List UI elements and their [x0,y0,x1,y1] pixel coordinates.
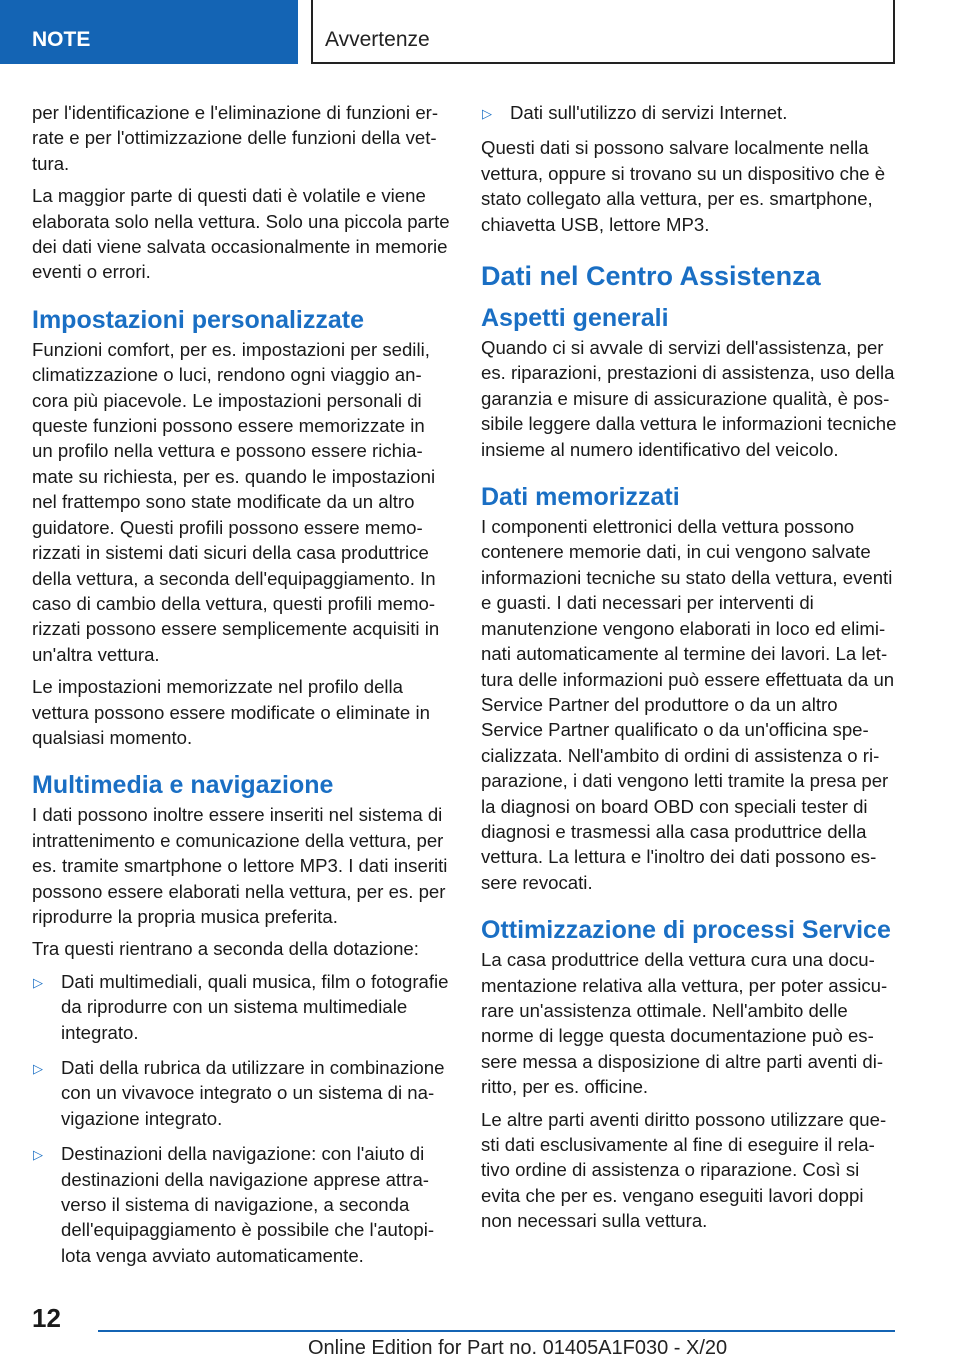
heading-multimedia: Multimedia e navigazione [32,771,334,800]
list-item [32,969,450,1045]
list-item [32,1055,450,1131]
heading-ottimizzazione: Ottimizzazione di processi Service [481,916,891,945]
list-item [481,100,897,125]
paragraph: per l'identificazione e l'eliminazione di funzioni errate e per l'ottimizzazione delle funzioni della vettura. [32,102,439,174]
paragraph: Questi dati si possono salvare localmente nella vettura, oppure si trovano su un dispositivo che è stato collegato alla vettura, per es. smartphone, chiavetta USB, lettore MP3. [481,137,886,235]
triangle-right-outline-icon: ▷ [33,1147,43,1163]
paragraph: La maggior parte di questi dati è volatile e viene elaborata solo nella vettura. Solo una piccola parte dei dati viene salvata occasionalmente in memorie eventi o errori. [32,185,450,283]
paragraph: Funzioni comfort, per es. impostazioni per sedili, climatizzazione o luci, rendono ogni viaggio ancora più piacevole. Le impostazioni personali di queste funzioni possono essere memorizzate in un profilo nella vettura e possono essere richiamate su richiesta, per es. quando le impostazioni nel frattempo sono state modificate da un altro guidatore. Questi profili possono essere memorizzati in sistemi dati sicuri della casa produttrice della vettura, a seconda dell'equipaggiamento. In caso di cambio della vettura, questi profili memorizzati possono essere semplicemente acquisiti in un'altra vettura. [32,338,440,665]
list-item [32,1141,450,1268]
footer-edition: Online Edition for Part no. 01405A1F030 - X/20 [308,1337,728,1359]
heading-dati-memorizzati: Dati memorizzati [481,483,680,512]
paragraph: Tra questi rientrano a seconda della dotazione: [32,938,419,960]
section-tab: NOTE [0,0,298,64]
triangle-right-outline-icon: ▷ [33,1061,43,1076]
paragraph: Le altre parti aventi diritto possono utilizzare questi dati esclusivamente al fine di eseguire il relativo ordine di assistenza o riparazione. Così si evita che per es. vengano eseguiti lavori doppi non necessari sulla vettura. [481,1108,887,1232]
paragraph: Quando ci si avvale di servizi dell'assistenza, per es. riparazioni, prestazioni di assistenza, uso della garanzia e misure di assicurazione qualità, è possibile leggere dalla vettura le informazioni tecniche insieme al numero identificativo del veicolo. [481,337,897,460]
paragraph: I componenti elettronici della vettura possono contenere memorie dati, in cui vengono salvate informazioni tecniche su stato della vettura, eventi e guasti. I dati necessari per interventi di manutenzione vengono elaborati in loco ed eliminati automaticamente al termine dei lavori. La lettura delle informazioni può essere effettuata da un Service Partner del produttore o da un altro Service Partner qualificato o da un'officina specializzata. Nell'ambito di ordini di assistenza o riparazione, i dati vengono letti tramite la presa per la diagnosi on board OBD con speciali tester di diagnosi e trasmessi alla casa produttrice della vettura. La lettura e l'inoltro dei dati possono essere revocati. [481,516,895,893]
paragraph: Le impostazioni memorizzate nel profilo della vettura possono essere modificate o eliminate in qualsiasi momento. [32,676,430,748]
heading-aspetti-generali: Aspetti generali [481,304,669,333]
bullet-list [32,969,450,1268]
triangle-right-outline-icon: ▷ [33,974,43,990]
paragraph: La casa produttrice della vettura cura una documentazione relativa alla vettura, per poter assicurare un'assistenza ottimale. Nell'ambito delle norme di legge questa documentazione può essere messa a disposizione di altre parti aventi diritto, per es. officine. [481,949,888,1098]
left-column [32,100,450,1278]
list-item-text: Dati multimediali, quali musica, film o fotografie da riprodurre con un sistema multimediale integrato. [61,970,449,1043]
page-header-title: Avvertenze [311,0,895,64]
page-number: 12 [32,1303,61,1333]
list-item-text: Destinazioni della navigazione: con l'aiuto di destinazioni della navigazione apprese attraverso il sistema di navigazione, a seconda dell'equipaggiamento è possibile che l'autopilota venga avviato automaticamente. [61,1143,435,1266]
footer-divider [98,1330,895,1332]
heading-impostazioni: Impostazioni personalizzate [32,305,365,334]
heading-centro-assistenza: Dati nel Centro Assistenza [481,261,821,292]
paragraph: I dati possono inoltre essere inseriti nel sistema di intrattenimento e comunicazione della vettura, per es. tramite smartphone o lettore MP3. I dati inseriti possono essere elaborati nella vettura, per es. per riprodurre la propria musica preferita. [32,804,448,927]
bullet-list [481,100,897,125]
right-column [481,100,897,1241]
list-item-text: Dati della rubrica da utilizzare in combinazione con un vivavoce integrato o un sistema di navigazione integrato. [61,1057,445,1129]
triangle-right-outline-icon: ▷ [482,106,492,121]
list-item-text: Dati sull'utilizzo di servizi Internet. [510,102,788,123]
